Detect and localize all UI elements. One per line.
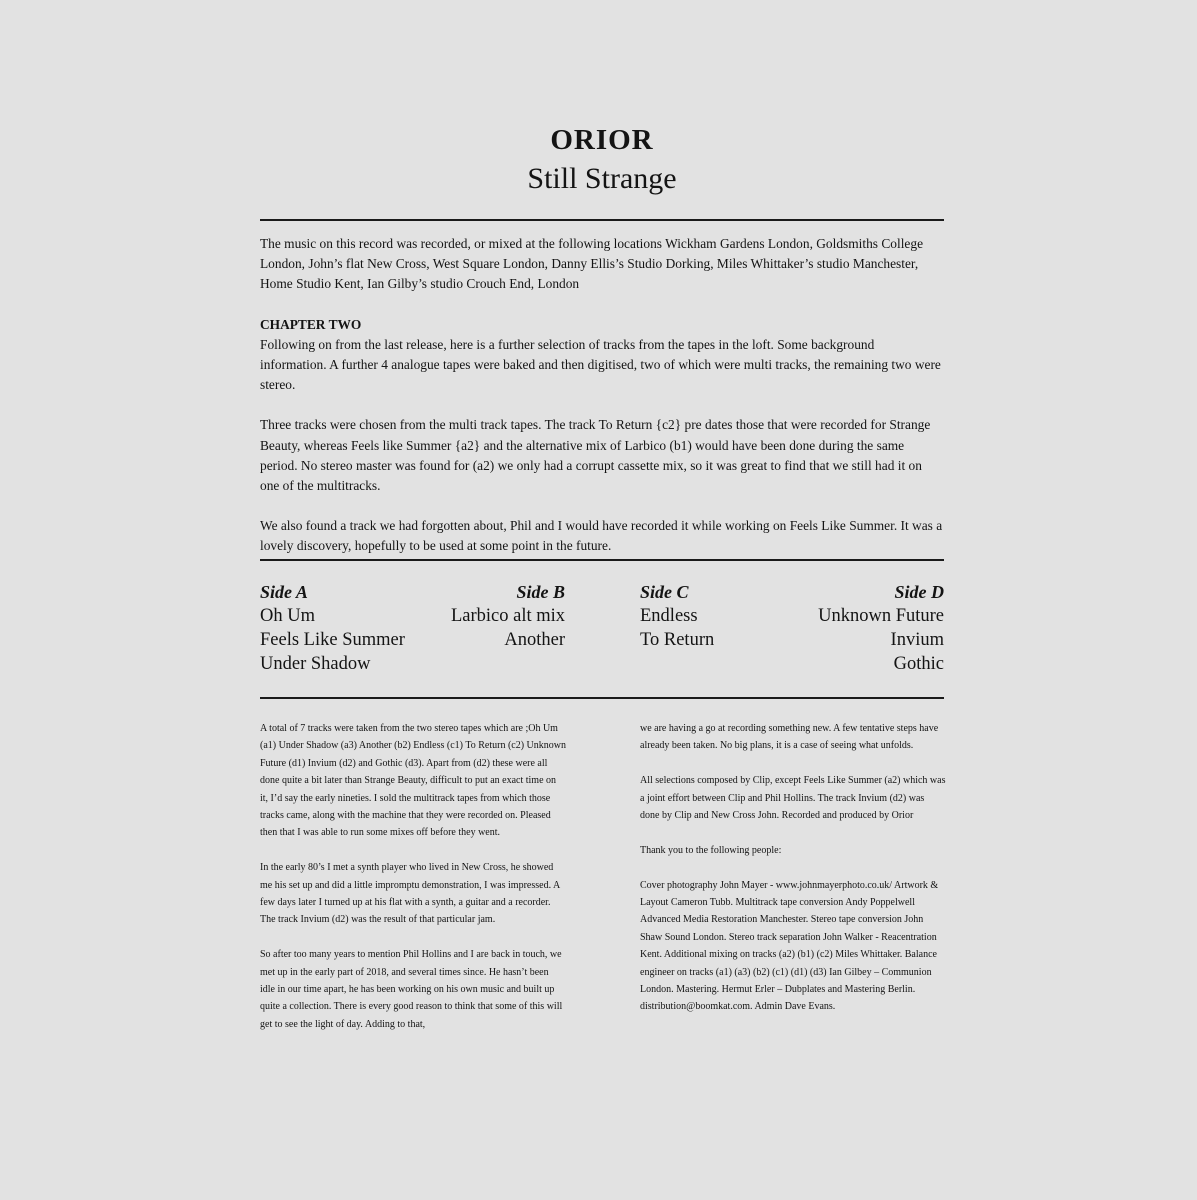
discovery-paragraph: We also found a track we had forgotten about, Phil and I would have recorded it while working on Feels Like Summer. It was a lovely discovery, hopefully to be used at some point in the future.	[260, 518, 943, 554]
album-title: Still Strange	[527, 162, 677, 195]
side-a-title: Side A	[260, 582, 308, 602]
thanks-heading: Thank you to the following people:	[640, 844, 782, 856]
header	[260, 122, 944, 198]
notes-column-right	[640, 720, 946, 1033]
side-b-title: Side B	[516, 582, 565, 602]
credits-list: Cover photography John Mayer - www.johnmayerphoto.co.uk/ Artwork & Layout Cameron Tubb. Multitrack tape conversion Andy Poppelwell Advanced Media Restoration Manchester. Stereo tape conversion John Shaw Sound London. Stereo track separation John Walker - Reacentration Kent. Additional mixing on tracks (a2) (b1) (c2) Miles Whittaker. Balance engineer on tracks (a1) (a3) (b2) (c1) (d1) (d3) Ian Gilbey – Communion London. Mastering. Hermut Erler – Dubplates and Mastering Berlin. distribution@boomkat.com. Admin Dave Evans.	[640, 879, 939, 1013]
track-d2: Invium	[890, 630, 944, 650]
track-c2: To Return	[640, 630, 715, 650]
divider-tracklist-bottom	[260, 697, 944, 699]
track-c1: Endless	[640, 606, 698, 626]
notes-paragraph: In the early 80’s I met a synth player who lived in New Cross, he showed me his set up and did a little impromptu demonstration, I was impressed. A few days later I turned up at his flat with a synth, a guitar and a recorder. The track Invium (d2) was the result of that particular jam.	[260, 862, 560, 926]
intro-text	[260, 234, 944, 557]
locations-paragraph: The music on this record was recorded, or mixed at the following locations Wickham Gardens London, Goldsmiths College London, John’s flat New Cross, West Square London, Danny Ellis’s Studio Dorking, Miles Whittaker’s studio Manchester, Home Studio Kent, Ian Gilby’s studio Crouch End, London	[260, 236, 924, 292]
track-a2: Feels Like Summer	[260, 630, 405, 650]
multitrack-paragraph: Three tracks were chosen from the multi track tapes. The track To Return {c2} pre dates those that were recorded for Strange Beauty, whereas Feels like Summer {a2} and the alternative mix of Larbico (b1) would have been done during the same period. No stereo master was found for (a2) we only had a corrupt cassette mix, so it was great to find that we still had it on one of the multitracks.	[260, 417, 931, 494]
side-d	[639, 580, 944, 676]
track-d3: Gothic	[893, 654, 944, 674]
track-d1: Unknown Future	[818, 606, 944, 626]
artist-name: ORIOR	[550, 124, 654, 156]
notes-paragraph: A total of 7 tracks were taken from the two stereo tapes which are ;Oh Um (a1) Under Shadow (a3) Another (b2) Endless (c1) To Return (c2) Unknown Future (d1) Invium (d2) and Gothic (d3). Apart from (d2) these were all done quite a bit later than Strange Beauty, difficult to put an exact time on it, I’d say the early nineties. I sold the multitrack tapes from which those tracks came, along with the machine that they were recorded on. Pleased then that I was able to run some mixes off before they went.	[260, 723, 566, 839]
chapter-section	[260, 315, 944, 396]
divider-tracklist-top	[260, 559, 944, 561]
track-b1: Larbico alt mix	[450, 606, 565, 626]
chapter-heading: CHAPTER TWO	[260, 316, 362, 332]
tracklist	[260, 580, 944, 680]
notes-paragraph: we are having a go at recording something new. A few tentative steps have already been taken. No big plans, it is a case of seeing what unfolds.	[640, 723, 939, 752]
notes-column-left	[260, 720, 566, 1051]
credits-paragraph: All selections composed by Clip, except Feels Like Summer (a2) which was a joint effort between Clip and Phil Hollins. The track Invium (d2) was done by Clip and New Cross John. Recorded and produced by Orior	[640, 775, 946, 822]
track-a3: Under Shadow	[260, 654, 371, 674]
chapter-paragraph: Following on from the last release, here is a further selection of tracks from the tapes in the loft. Some background information. A further 4 analogue tapes were baked and then digitised, two of which were multi tracks, the remaining two were stereo.	[260, 336, 941, 393]
track-b2: Another	[504, 630, 565, 650]
side-b	[260, 580, 565, 652]
side-c-title: Side C	[640, 582, 689, 602]
divider-top	[260, 219, 944, 221]
side-d-title: Side D	[894, 582, 944, 602]
track-a1: Oh Um	[260, 606, 315, 626]
notes-paragraph: So after too many years to mention Phil Hollins and I are back in touch, we met up in the early part of 2018, and several times since. He hasn’t been idle in our time apart, he has been working on his own music and built up quite a collection. There is every good reason to think that some of this will get to see the light of day. Adding to that,	[260, 949, 563, 1030]
